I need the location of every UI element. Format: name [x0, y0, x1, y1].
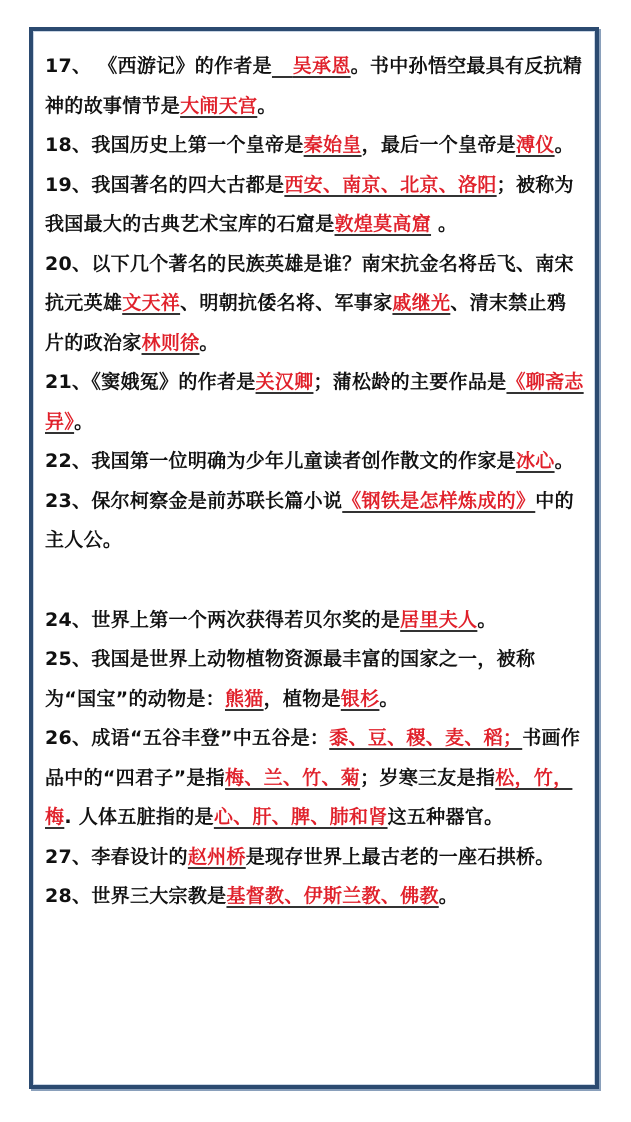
- answer-text: 西安、南京、北京、洛阳: [284, 173, 497, 196]
- answer-text: 黍、豆、稷、麦、稻；: [329, 727, 523, 749]
- section-gap: [45, 561, 585, 601]
- question-item: [45, 877, 585, 917]
- answer-text: 松，竹，梅: [45, 766, 573, 828]
- question-item: [45, 245, 585, 364]
- question-text: 。: [74, 410, 94, 433]
- question-text: ；岁寒三友是指: [360, 766, 496, 789]
- question-item: [45, 442, 585, 482]
- answer-text: 吴承恩: [292, 55, 351, 77]
- answer-text: 赵州桥: [187, 845, 246, 868]
- question-item: [45, 166, 585, 245]
- question-item: [45, 126, 585, 166]
- worksheet-content: [45, 47, 585, 917]
- answer-text: 居里夫人: [400, 608, 478, 631]
- question-text: . 人体五脏指的是: [64, 806, 214, 828]
- answer-text: 秦始皇: [303, 134, 362, 156]
- answer-text: 梅、兰、竹、菊: [224, 766, 361, 789]
- answer-text: 《聊斋志异》: [45, 371, 584, 433]
- answer-text: 文天祥: [122, 292, 181, 314]
- worksheet-frame: [29, 27, 599, 1089]
- question-item: [45, 482, 585, 561]
- question-text: 这五种器官。: [387, 806, 504, 828]
- answer-text: 林则徐: [141, 331, 200, 354]
- answer-text: 《钢铁是怎样炼成的》: [342, 489, 536, 512]
- answer-text: 关汉卿: [255, 371, 314, 393]
- question-text: 28、世界三大宗教是: [45, 885, 227, 907]
- answer-text: 戚继光: [392, 292, 451, 314]
- question-text: 17、 《西游记》的作者是: [45, 55, 272, 77]
- question-text: 。: [379, 687, 399, 710]
- question-item: [45, 363, 585, 442]
- question-text: 24、世界上第一个两次获得若贝尔奖的是: [45, 608, 401, 631]
- question-text: 。: [554, 134, 574, 156]
- question-text: ，最后一个皇帝是: [361, 134, 516, 156]
- question-text: ；蒲松龄的主要作品是: [313, 371, 507, 393]
- question-text: 19、我国著名的四大古都是: [45, 173, 285, 196]
- question-text: 27、李春设计的: [45, 845, 188, 868]
- question-text: 是现存世界上最古老的一座石拱桥。: [245, 845, 555, 868]
- question-text: 、清末禁止鸦片的政治家: [45, 292, 567, 354]
- question-item: [45, 47, 585, 126]
- answer-text: 敦煌莫高窟: [334, 213, 432, 235]
- question-text: 23、保尔柯察金是前苏联长篇小说: [45, 489, 343, 512]
- answer-text: 溥仪: [515, 134, 555, 156]
- question-text: 书画作品中的“四君子”是指: [45, 727, 581, 789]
- question-text: ；被称为我国最大的古典艺术宝库的石窟是: [45, 173, 574, 235]
- answer-text: 银杉: [340, 687, 380, 710]
- answer-text: 心、肝、脾、肺和肾: [213, 806, 388, 828]
- question-text: 。: [477, 608, 497, 631]
- answer-text: 基督教、伊斯兰教、佛教: [226, 885, 439, 907]
- question-text: 25、我国是世界上动物植物资源最丰富的国家之一，被称为“国宝”的动物是：: [45, 648, 536, 710]
- question-item: [45, 640, 585, 719]
- question-item: [45, 719, 585, 838]
- question-text: 中的主人公。: [45, 489, 574, 551]
- question-text: 20、以下几个著名的民族英雄是谁？南宋抗金名将岳飞、南宋抗元英雄: [45, 252, 574, 314]
- question-text: 。书中孙悟空最具有反抗精神的故事情节是: [45, 55, 583, 117]
- question-text: 。: [554, 450, 574, 472]
- answer-blank: [272, 47, 293, 87]
- question-item: [45, 838, 585, 878]
- question-text: 。: [438, 885, 459, 907]
- question-text: 21、《窦娥冤》的作者是: [45, 371, 256, 393]
- question-text: ，植物是: [263, 687, 341, 710]
- answer-text: 大闹天宫: [180, 94, 258, 117]
- answer-text: 冰心: [515, 450, 555, 472]
- question-text: 、明朝抗倭名将、军事家: [180, 292, 393, 314]
- question-text: 。: [257, 94, 277, 117]
- question-text: 26、成语“五谷丰登”中五谷是：: [45, 727, 330, 749]
- answer-text: 熊猫: [224, 687, 264, 710]
- question-text: 18、我国历史上第一个皇帝是: [45, 134, 304, 156]
- question-item: [45, 601, 585, 641]
- question-text: 22、我国第一位明确为少年儿童读者创作散文的作家是: [45, 450, 516, 472]
- question-text: 。: [199, 331, 219, 354]
- question-text: 。: [431, 213, 458, 235]
